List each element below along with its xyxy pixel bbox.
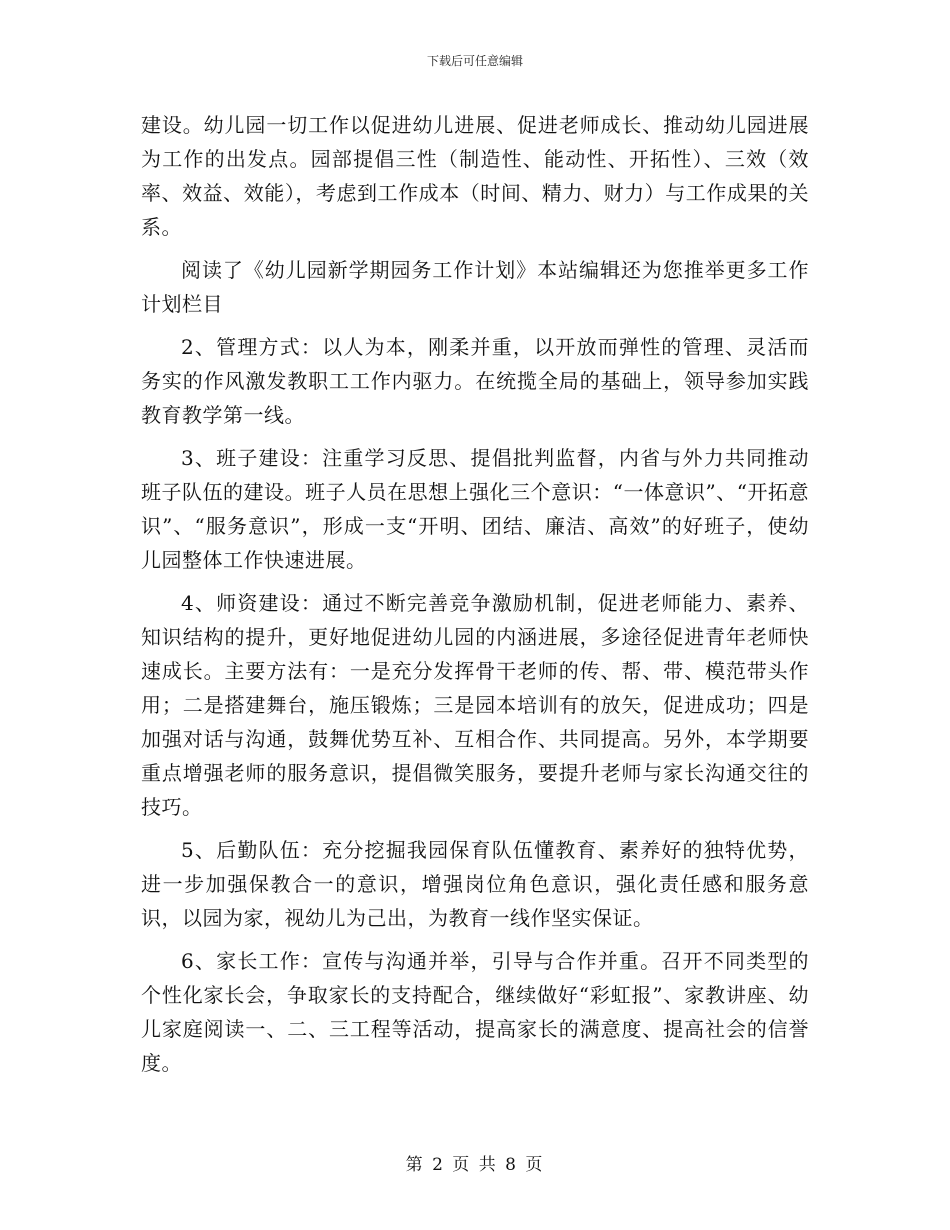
paragraph-7: 6、家长工作：宣传与沟通并举，引导与合作并重。召开不同类型的个性化家长会，争取家长的支持配合，继续做好“彩虹报”、家教讲座、幼儿家庭阅读一、二、三工程等活动，提高家长的满意度、提高社会的信誉度。 — [141, 949, 809, 1075]
page-footer: 第 2 页 共 8 页 — [405, 1155, 545, 1175]
document-body — [141, 108, 809, 1089]
paragraph-2: 阅读了《幼儿园新学期园务工作计划》本站编辑还为您推举更多工作计划栏目 — [141, 258, 809, 316]
paragraph-1: 建设。幼儿园一切工作以促进幼儿进展、促进老师成长、推动幼儿园进展为工作的出发点。园部提倡三性（制造性、能动性、开拓性）、三效（效率、效益、效能），考虑到工作成本（时间、精力、财力）与工作成果的关系。 — [141, 113, 809, 239]
paragraph-3: 2、管理方式：以人为本，刚柔并重，以开放而弹性的管理、灵活而务实的作风激发教职工工作内驱力。在统揽全局的基础上，领导参加实践教育教学第一线。 — [141, 335, 809, 427]
paragraph-4: 3、班子建设：注重学习反思、提倡批判监督，内省与外力共同推动班子队伍的建设。班子人员在思想上强化三个意识：“一体意识”、“开拓意识”、“服务意识”，形成一支“开明、团结、廉洁、高效”的好班子，使幼儿园整体工作快速进展。 — [141, 446, 809, 572]
paragraph-6: 5、后勤队伍：充分挖掘我园保育队伍懂教育、素养好的独特优势，进一步加强保教合一的意识，增强岗位角色意识，强化责任感和服务意识，以园为家，视幼儿为己出，为教育一线作坚实保证。 — [141, 838, 809, 930]
page-header: 下载后可任意编辑 — [426, 54, 523, 68]
paragraph-5: 4、师资建设：通过不断完善竞争激励机制，促进老师能力、素养、知识结构的提升，更好地促进幼儿园的内涵进展，多途径促进青年老师快速成长。主要方法有：一是充分发挥骨干老师的传、帮、带、模范带头作用；二是搭建舞台，施压锻炼；三是园本培训有的放矢，促进成功；四是加强对话与沟通，鼓舞优势互补、互相合作、共同提高。另外，本学期要重点增强老师的服务意识，提倡微笑服务，要提升老师与家长沟通交往的技巧。 — [141, 591, 809, 819]
